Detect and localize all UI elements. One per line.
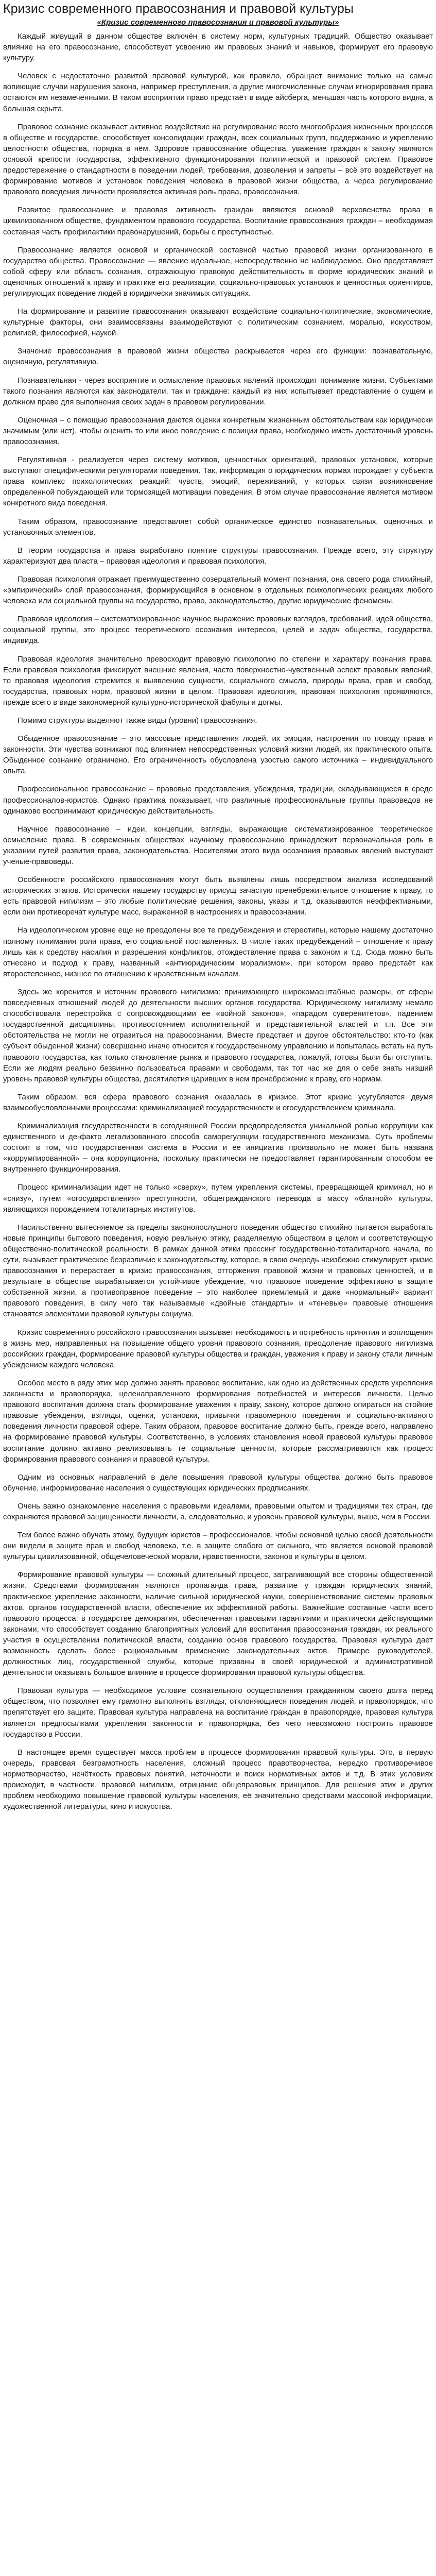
article-body	[3, 31, 433, 1812]
article-subtitle: «Кризис современного правосознания и правовой культуры»	[97, 18, 339, 27]
article-paragraph: Особенности российского правосознания могут быть выявлены лишь посредством анализа исследований исторических этапов. Исторически нашему государству присущ зачастую пренебрежительное отношение к праву, то есть правовой нигилизм – это любые политические решения, законы, указы и т.д. оказываются неэффективными, если они противоречат культуре масс, выраженной в настроениях и правосознании.	[3, 875, 433, 917]
article-paragraph: Правовая идеология – систематизированное научное выражение правовых взглядов, требований, идей общества, социальной группы, это процесс теоретического осознания интересов, целей и задач общества, государства, индивида.	[3, 615, 433, 646]
article-paragraph: Помимо структуры выделяют также виды (уровни) правосознания.	[18, 716, 257, 725]
article-paragraph: На формирование и развитие правосознания оказывают воздействие социально-политические, экономические, культурные факторы, они взаимосвязаны взаимодействуют с политическим сознанием, моралью, искусством, религией, философией, наукой.	[3, 307, 433, 338]
article-paragraph: Процесс криминализации идет не только «сверху», путем укрепления системы, превращающей криминал, но и «снизу», путем «огосударствления» преступности, общегражданского перевода в массу «блатной» культуры, являющихся порождением тоталитарных институтов.	[3, 1183, 433, 1214]
article-paragraph: Очень важно ознакомление населения с правовыми идеалами, правовыми опытом и традициями тех стран, где сохраняются правовой защищенности личности, а, следовательно, и уровень правовой культуры, выше, чем в России.	[3, 1501, 433, 1521]
article-paragraph: Кризис современного российского правосознания вызывает необходимость и потребность принятия и воплощения в жизнь мер, направленных на повышение общего уровня правового сознания, преодоление правового нигилизма российских граждан, формирование правовой культуры общества и граждан, уважения к праву и закону стали личным убеждением каждого человека.	[3, 1328, 433, 1369]
article-paragraph: Человек с недостаточно развитой правовой культурой, как правило, обращает внимание только на самые вопиющие случаи нарушения закона, например преступления, а другие многочисленные случаи игнорирования права остаются им незамеченными. В таком восприятии право предстаёт в виде айсберга, меньшая часть которого видна, а большая скрыта.	[3, 72, 433, 113]
article-paragraph: Научное правосознание – идеи, концепции, взгляды, выражающие систематизированное теоретическое осмысление права. В современных обществах научному правосознанию принадлежит первоначальная роль в указании путей развития права, законодательства. Носителями этого вида осознания правовых явлений выступают ученые-правоведы.	[3, 824, 433, 866]
article-paragraph: Криминализация государственности в сегодняшней России предопределяется уникальной ролью коррупции как единственного и де-факто легализованного способа саморегуляции государственного механизма. Суть проблемы состоит в том, что государственная система в России и ее инициатив произвольно не может быть названа «коррумпированной» – она коррупционна, поскольку практически не предоставляет гарантированным способом ее внутреннего функционирования.	[3, 1121, 433, 1174]
article-paragraph: Значение правосознания в правовой жизни общества раскрывается через его функции: познавательную, оценочную, регулятивную.	[3, 347, 433, 367]
article-paragraph: Правовая психология отражает преимущественно созерцательный момент познания, она своего рода стихийный, «эмпирический» слой правосознания, формирующийся в основном в отдельных психологических реакциях любого человека или социальной группы на государство, право, законодательство, другие юридические феномены.	[3, 574, 433, 606]
article-paragraph: Правосознание является основой и органической составной частью правовой жизни организованного в государство общества. Правосознание — явление идеальное, непосредственно не наблюдаемое. Оно представляет собой сферу или область сознания, отражающую правовую действительность в форме юридических знаний и оценочных отношений к праву и практике его реализации, социально-правовых установок и ценностных ориентиров, регулирующих поведение людей в юридически значимых ситуациях.	[3, 245, 433, 298]
article-paragraph: Правовое сознание оказывает активное воздействие на регулирование всего многообразия жизненных процессов в обществе и государстве, способствует консолидации граждан, всех социальных групп, поддержанию и укреплению целостности общества, порядка в нём. Здоровое правосознание общества, уважение граждан к закону являются основой крепости государства, эффективного функционирования политической и правовой систем. Правовое предостережение о стандартности в поведении людей, требования, дозволения и запреты – всё это воздействует на формирование мотивов и установок поведения человека в правовой жизни общества, а через регулирование правового поведения личности проявляется активная роль права, правосознания.	[3, 122, 433, 197]
article-paragraph: Обыденное правосознание – это массовые представления людей, их эмоции, настроения по поводу права и законности. Эти чувства возникают под влиянием непосредственных условий жизни людей, их практического опыта. Обыденное сознание ограничено. Его ограниченность обусловлена узостью самого источника – индивидуального опыта.	[3, 734, 433, 776]
article-paragraph: Насильственно вытесняемое за пределы законопослушного поведения общество стихийно пытается выработать новые принципы бытового поведения, новую реальную этику, разделяемую обществом в целом и соответствующую общественно-политической реальности. В рамках данной этики прессинг государственно-тоталитарного начала, по сути, вызывает практическое безразличие к законодательству, которое, в свою очередь неизбежно стимулирует кризис правосознания и перерастает в кризис правосознания, отторжения правовой жизни и правовых ценностей, и в результате в обществе вырабатывается устойчивое убеждение, что правовое поведение эффективно в защите собственной жизни, а противоправное поведение – это наиболее приемлемый и даже «нормальный» вариант правового поведения, в силу чего так называемые «двойные стандарты» и «теневые» правовые отношения становятся элементами правовой культуры социума.	[3, 1223, 433, 1319]
article-paragraph: В теории государства и права выработано понятие структуры правосознания. Прежде всего, эту структуру характеризуют два пласта – правовая идеология и правовая психология.	[3, 546, 433, 566]
article-paragraph: На идеологическом уровне еще не преодолены все те предубеждения и стереотипы, которые нашему достаточно полному понимания роли права, его социальной поставленных. В числе таких предубеждений – отношение к праву лишь как к средству насилия и разрешения конфликтов, отождествление права с законом и т.д. Сюда можно быть отнесено и подход к праву, названный «антиюридическим морализмом», при котором право предстаёт как второстепенное, низшее по отношению к нравственным началам.	[3, 926, 433, 978]
article-paragraph: Таким образом, вся сфера правового сознания оказалась в кризисе. Этот кризис усугубляется двумя взаимообусловленными процессами: криминализацией государственности и огосударствлением криминала.	[3, 1092, 433, 1112]
article-paragraph: Оценочная – с помощью правосознания даются оценки конкретным жизненным обстоятельствам как юридически значимым (или нет), чтобы оценить то или иное поведение с позиции права, необходимо иметь достаточный уровень правосознания.	[3, 415, 433, 446]
article-paragraph: Познавательная - через восприятие и осмысление правовых явлений происходит понимание жизни. Субъектами такого познания являются как законодатели, так и граждане: каждый из них испытывает представление о сущем и должном праве для выполнения своих задач в правовом регулировании.	[3, 376, 433, 406]
article-paragraph: Формирование правовой культуры — сложный длительный процесс, затрагивающий все стороны общественной жизни. Средствами формирования являются пропаганда права, развитие у граждан юридических знаний, практическое укрепление законности, наличие сильной юридической науки, совершенствование системы правовых актов, органов государственной власти, обеспечение их эффективной работы. Важнейшие составные части всего правового процесса: в государстве демократия, обеспеченная правовыми гарантиями и практически действующими законами, что способствует созданию благоприятных условий для воспитания правосознания граждан, их реального участия в осуществлении политической власти, созданию основ правового государства. Правовая культура дает возможность сделать более рациональным применение законодательных актов. Примере руководителей, должностных лиц, государственной службы, которые призваны в своей юридической и административной деятельности оказывать большое влияние в процессе формирования правовой культуры общества.	[3, 1570, 433, 1677]
article-title: Кризис современного правосознания и правовой культуры	[3, 2, 354, 16]
article-paragraph: Одним из основных направлений в деле повышения правовой культуры общества должно быть правовое обучение, информирование населения о существующих юридических предписаниях.	[3, 1472, 433, 1493]
article-paragraph: Регулятивная - реализуется через систему мотивов, ценностных ориентаций, правовых установок, которые выступают специфическими регуляторами поведения. Так, информация о юридических нормах порождает у субъекта права комплекс психологических реакций: чувств, эмоций, переживаний, у которых связи возникновение определенной побуждающей или тормозящей мотивации поведения. В этом случае правосознание является мотивом конкретного вида поведения.	[3, 455, 433, 508]
article-paragraph: Профессиональное правосознание – правовые представления, убеждения, традиции, складывающиеся в среде профессионалов-юристов. Однако практика показывает, что различные профессиональные группы правоведов не одинаково воспринимают юридическую действительность.	[3, 785, 433, 816]
article-paragraph: В настоящее время существует масса проблем в процессе формирования правовой культуры. Это, в первую очередь, правовая безграмотность населения, сложный процесс правотворчества, нередко противоречивое нормотворчество, нечёткость правовых понятий, неточности и поиск нормативных актов и т.д. В этих условиях происходит, в частности, правовой нигилизм, отрицание общеправовых принципов. Для решения этих и других проблем необходимо повышение правовой культуры населения, её значительно средствами массовой информации, художественной литературы, кино и искусства.	[3, 1748, 433, 1811]
article-paragraph: Таким образом, правосознание представляет собой органическое единство познавательных, оценочных и установочных элементов.	[3, 517, 433, 537]
article-paragraph: Правовая культура — необходимое условие сознательного осуществления гражданином своего долга перед обществом, что позволяет ему грамотно выполнять взгляды, отклоняющиеся поведения людей, и правопорядок, что препятствует его защите. Правовая культура направлена на воспитание граждан в правопорядке, правовая культура является предпосылками укрепления законности и правопорядка, без чего невозможно построить правовое государство в России.	[3, 1686, 433, 1739]
article-paragraph: Особое место в ряду этих мер должно занять правовое воспитание, как одно из действенных средств укрепления законности и правопорядка, целенаправленного формирования потребностей и интересов личности. Целью правового воспитания должна стать формирование уважения к праву, закону, которое должно опираться на стойкие правовые убеждения, взгляды, оценки, установки, привычки правомерного поведения и социально-активного поведения личности правовой сфере. Таким образом, правовое воспитание должно быть, прежде всего, направлено на формирование правовой культуры. Соответственно, в условиях становления новой правовой культуры правовое воспитание должно активно реализовывать те социальные ценности, которые рассматриваются как процесс формирования правового сознания и правовой культуры.	[3, 1378, 433, 1464]
article-paragraph: Развитое правосознание и правовая активность граждан являются основой верховенства права в цивилизованном обществе, фундаментом правового государства. Воспитание правосознания граждан – необходимая составная часть профилактики правонарушений, борьбы с преступностью.	[3, 206, 433, 236]
article-paragraph: Тем более важно обучать этому, будущих юристов – профессионалов, чтобы основной целью своей деятельности они видели в защите прав и свобод человека, т.е. в защите слабого от сильного, что является основой правовой культуры цивилизованной, общечеловеческой морали, нравственности, законов и культуры в целом.	[3, 1531, 433, 1562]
article-paragraph: Здесь же коренится и источник правового нигилизма: принимающего широкомасштабные размеры, от сферы повседневных отношений людей до деятельности высших органов государства. Юридическому нигилизму немало способствовала перестройка с сопровождающими ее «войной законов», «парадом суверенитетов», падением государственной дисциплины, противостоянием исполнительной и представительной властей и т.п. Все эти обстоятельства не могли не отразиться на правосознании. Вместе предстает и другое обстоятельство: кто-то (как субъект обыденной жизни) совершенно иначе относится к государственному управлению и попыталась встать на путь правового государства, как только становление рынка и правового государства, пожалуй, готовы были бы отступить. Если же людям реально безвинно пользоваться правами и свободами, так тот час же для о себе знать низший уровень правовой культуры общества, десятилетия царивших в нем пренебрежение к праву, его нормам.	[3, 987, 433, 1083]
article-paragraph: Каждый живущий в данном обществе включён в систему норм, культурных традиций. Общество оказывает влияние на его правосознание, способствует усвоению им правовых знаний и навыков, формирует его правовую культуру.	[3, 32, 433, 63]
article-paragraph: Правовая идеология значительно превосходит правовую психологию по степени и характеру познания права. Если правовая психология фиксирует внешние явления, часто поверхностно-чувственный аспект правовых явлений, то правовая идеология стремится к выявлению сущности, социального смысла, природы права, прав и свобод, государства, правовых норм, правовой жизни в целом. Правовая идеология, правовая психология проявляются, прежде всего в виде закономерной культурно-исторической фабулы и догмы.	[3, 654, 433, 707]
